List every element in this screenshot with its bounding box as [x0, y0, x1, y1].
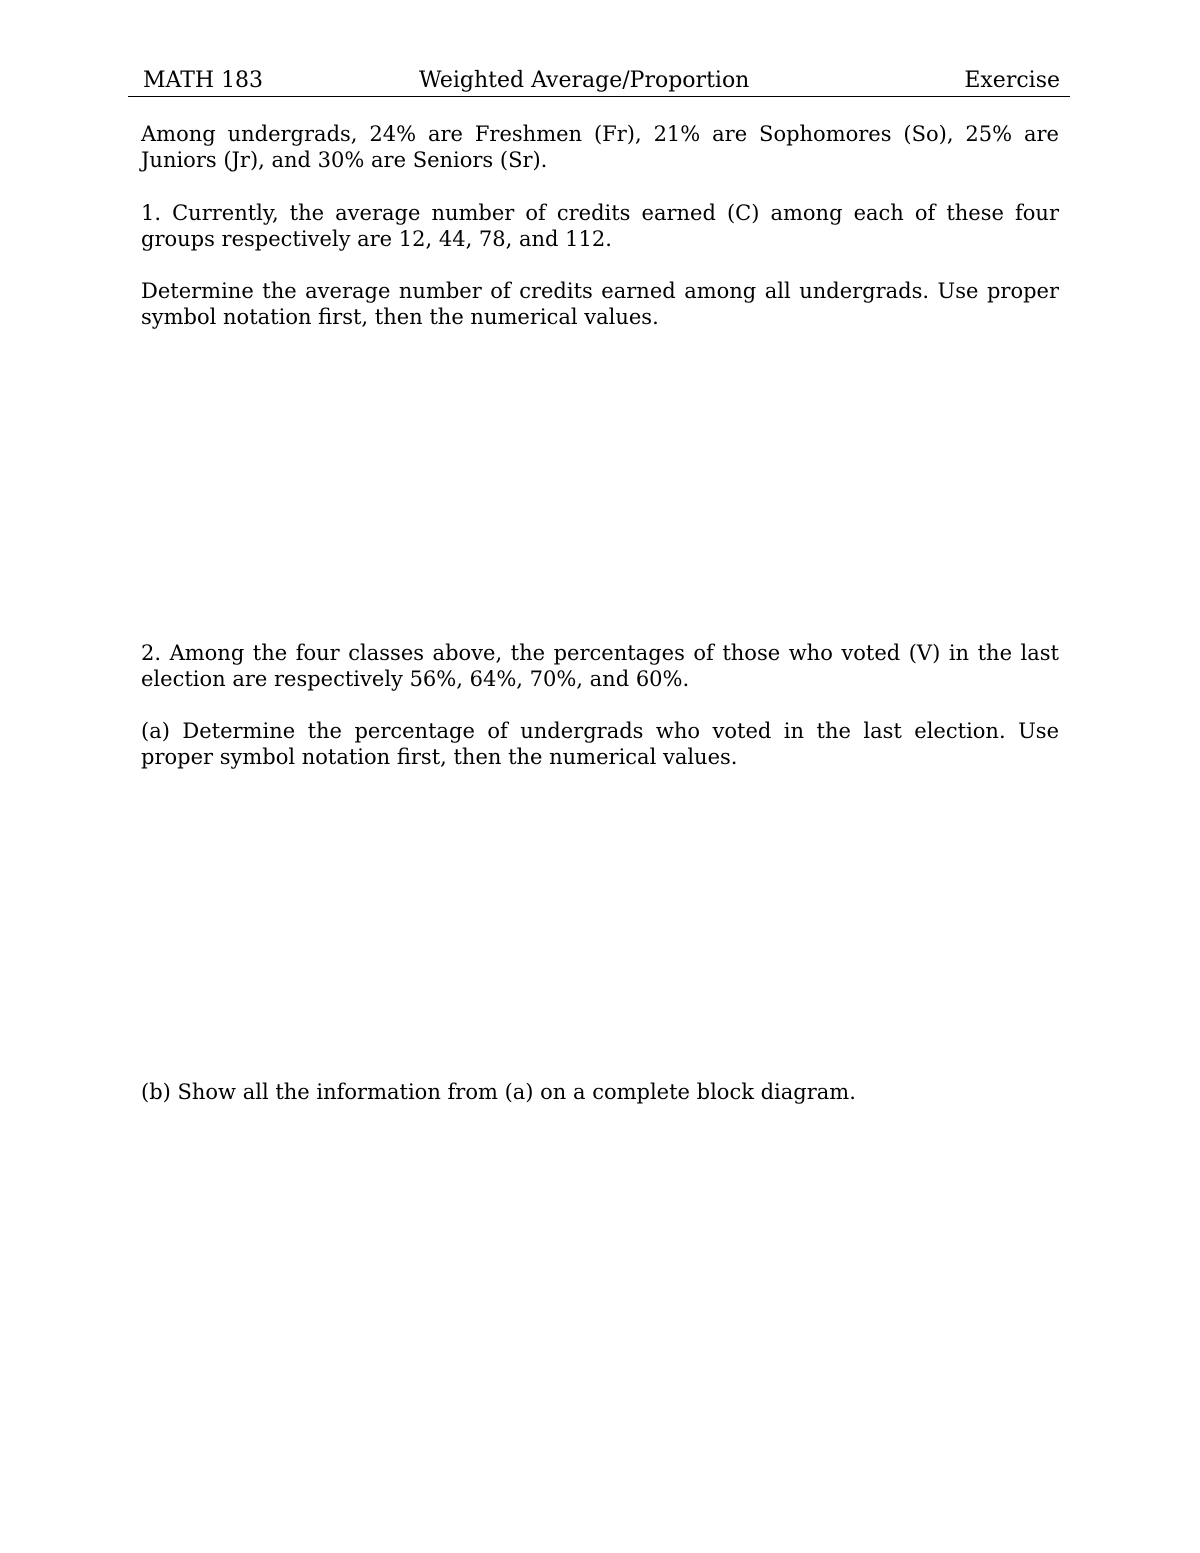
worksheet-type: Exercise	[964, 68, 1060, 93]
problem-2-statement: 2. Among the four classes above, the percentages of those who voted (V) in the last election are respectively 56%, 64%, 70%, and 60%.	[141, 641, 1059, 691]
worksheet-title: Weighted Average/Proportion	[419, 68, 750, 93]
problem-1-statement: 1. Currently, the average number of credits earned (C) among each of these four groups respectively are 12, 44, 78, and 112.	[141, 201, 1059, 251]
problem-2-part-b: (b) Show all the information from (a) on a complete block diagram.	[141, 1080, 856, 1104]
intro-paragraph: Among undergrads, 24% are Freshmen (Fr), 21% are Sophomores (So), 25% are Juniors (Jr), and 30% are Seniors (Sr).	[141, 122, 1059, 172]
problem-1-task: Determine the average number of credits earned among all undergrads. Use proper symbol notation first, then the numerical values.	[141, 279, 1059, 329]
page-header	[128, 66, 1070, 97]
course-label: MATH 183	[143, 68, 264, 93]
problem-2-part-a: (a) Determine the percentage of undergrads who voted in the last election. Use proper symbol notation first, then the numerical values.	[141, 719, 1059, 769]
